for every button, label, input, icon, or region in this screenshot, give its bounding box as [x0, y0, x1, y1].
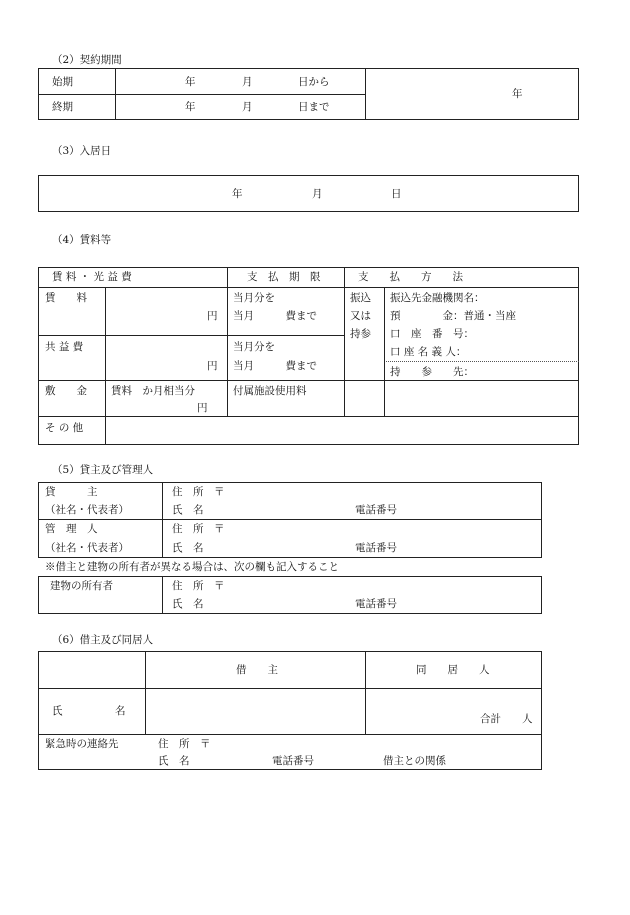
start-label: 始期	[52, 76, 73, 88]
common-fee-label: 共 益 費	[45, 341, 84, 353]
manager-company: （社名・代表者）	[45, 542, 129, 554]
end-month: 月	[242, 101, 253, 113]
move-in-day: 日	[391, 188, 402, 200]
cohabitant-total: 合計 人	[480, 713, 533, 725]
section-4-title: （4）賃料等	[52, 234, 112, 246]
lessor-company: （社名・代表者）	[45, 504, 129, 516]
name-label: 氏 名	[52, 705, 126, 717]
start-year: 年	[185, 76, 196, 88]
end-year: 年	[185, 101, 196, 113]
jisan-destination: 持 参 先：	[390, 366, 474, 378]
owner-table	[38, 576, 542, 614]
move-in-month: 月	[312, 188, 323, 200]
header-deadline: 支 払 期 限	[247, 271, 321, 283]
bank-name: 振込先金融機関名：	[390, 292, 485, 304]
lessor-label: 貸 主	[45, 486, 98, 498]
common-month-portion: 当月分を	[233, 341, 275, 353]
duration-year: 年	[512, 88, 523, 100]
rent-month-until: 当月 費まで	[233, 310, 317, 322]
common-month-until: 当月 費まで	[233, 360, 317, 372]
lessor-address: 住 所 〒	[172, 486, 225, 498]
move-in-date-box	[38, 175, 579, 212]
manager-label: 管 理 人	[45, 523, 98, 535]
lessor-name: 氏 名	[172, 504, 204, 516]
method-mataha: 又は	[350, 310, 371, 322]
manager-name: 氏 名	[172, 542, 204, 554]
shikikin-text: 賃料 か月相当分	[111, 385, 195, 397]
owner-name: 氏 名	[172, 598, 204, 610]
end-label: 終期	[52, 101, 73, 113]
rent-label: 賃 料	[45, 292, 87, 304]
rent-yen: 円	[207, 310, 218, 322]
lessor-phone: 電話番号	[355, 504, 397, 516]
manager-phone: 電話番号	[355, 542, 397, 554]
method-furikomi: 振込	[350, 292, 371, 304]
account-name: 口 座 名 義 人：	[390, 346, 467, 358]
section-2-title: （2）契約期間	[52, 54, 122, 66]
emergency-address: 住 所 〒	[158, 738, 211, 750]
shikikin-yen: 円	[197, 402, 208, 414]
section-5-title: （5）貸主及び管理人	[52, 464, 154, 476]
tenant-header: 借 主	[236, 664, 278, 676]
other-label: そ の 他	[45, 422, 84, 434]
rent-month-portion: 当月分を	[233, 292, 275, 304]
facility-fee: 付属施設使用料	[233, 385, 307, 397]
section-6-title: （6）借主及び同居人	[52, 634, 154, 646]
emergency-relation: 借主との関係	[383, 755, 446, 767]
method-jisan: 持参	[350, 328, 371, 340]
manager-address: 住 所 〒	[172, 523, 225, 535]
owner-label: 建物の所有者	[50, 580, 113, 592]
owner-phone: 電話番号	[355, 598, 397, 610]
start-month: 月	[242, 76, 253, 88]
move-in-year: 年	[232, 188, 243, 200]
emergency-label: 緊急時の連絡先	[45, 738, 119, 750]
end-day: 日まで	[298, 101, 330, 113]
owner-address: 住 所 〒	[172, 580, 225, 592]
emergency-name: 氏 名	[158, 755, 190, 767]
header-method: 支 払 方 法	[358, 271, 463, 283]
owner-note: ※借主と建物の所有者が異なる場合は、次の欄も記入すること	[45, 561, 339, 573]
deposit-type: 預 金：普通・当座	[390, 310, 516, 322]
rent-table	[38, 267, 579, 445]
cohabitant-header: 同 居 人	[416, 664, 490, 676]
section-3-title: （3）入居日	[52, 145, 112, 157]
start-day: 日から	[298, 76, 330, 88]
common-yen: 円	[207, 360, 218, 372]
account-number: 口 座 番 号：	[390, 328, 474, 340]
header-rent: 賃 料 ・ 光 益 費	[52, 271, 132, 283]
emergency-phone: 電話番号	[272, 755, 314, 767]
shikikin-label: 敷 金	[45, 385, 87, 397]
